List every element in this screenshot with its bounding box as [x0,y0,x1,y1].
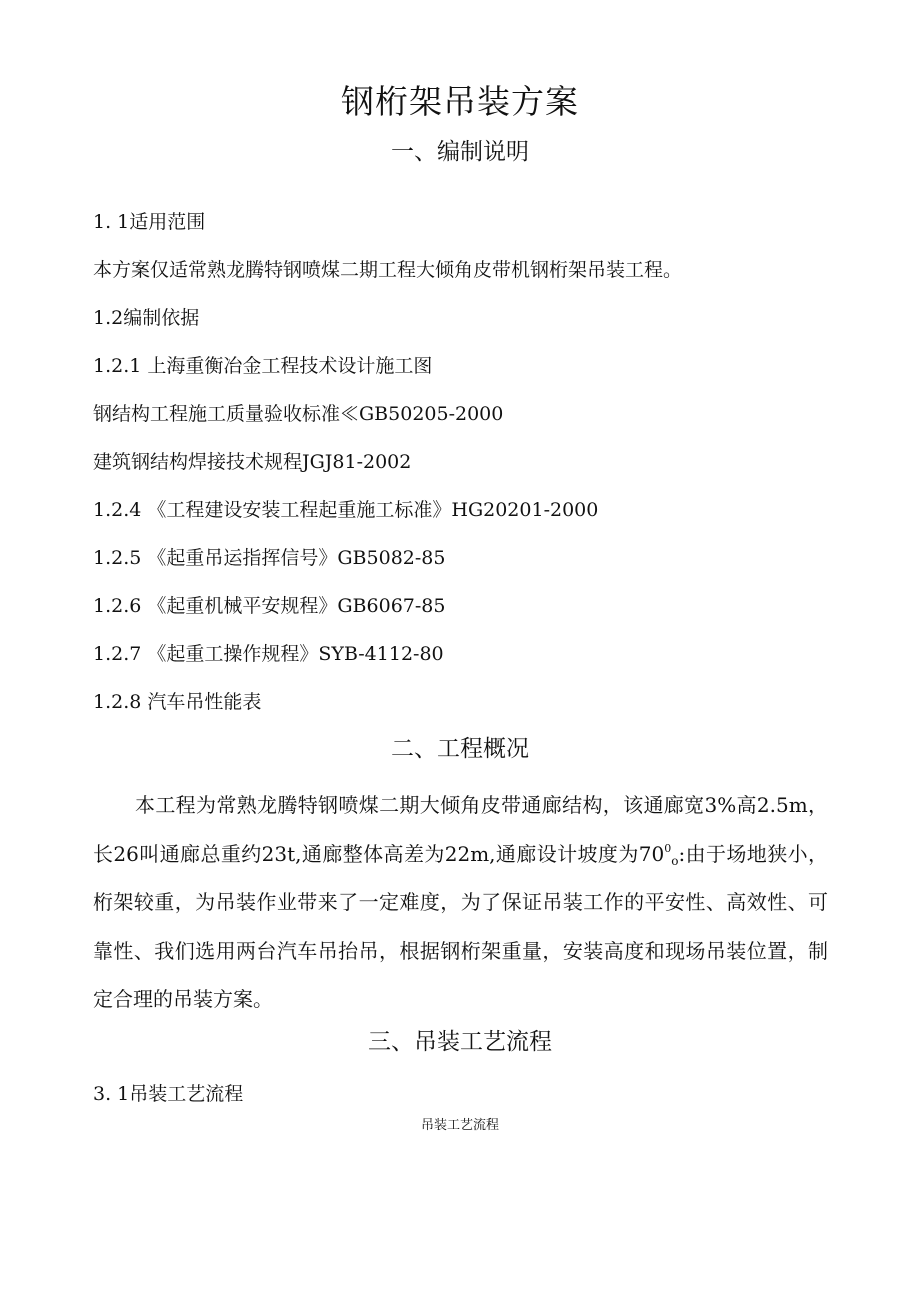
paragraph-text-part1: 本工程为常熟龙腾特钢喷煤二期大倾角皮带通廊结构，该通廊宽3%高2.5m，长26叫通廊总重约23t,通廊整体高差为22m,通廊设计坡度为70 [93,793,828,866]
basis-item: 1.2.8 汽车吊性能表 [93,691,262,713]
basis-item: 1.2.7 《起重工操作规程》SYB-4112-80 [93,643,444,665]
project-overview-paragraph [93,781,828,1024]
basis-heading: 1.2编制依据 [93,307,200,329]
basis-item: 1.2.5 《起重吊运指挥信号》GB5082-85 [93,547,446,569]
process-caption: 吊装工艺流程 [420,1118,499,1133]
section-heading-2: 二、工程概况 [391,736,529,762]
scope-heading: 1. 1适用范围 [93,211,206,233]
section-heading-3: 三、吊装工艺流程 [368,1029,552,1055]
process-subheading: 3. 1吊装工艺流程 [93,1083,244,1105]
paragraph-text-part2: :由于场地狭小，桁架较重，为吊装作业带来了一定难度，为了保证吊装工作的平安性、高效性、可靠性、我们选用两台汽车吊抬吊，根据钢桁架重量，安装高度和现场吊装位置，制定合理的吊装方案。 [93,841,828,1011]
basis-item: 1.2.6 《起重机械平安规程》GB6067-85 [93,595,446,617]
basis-item: 钢结构工程施工质量验收标准≪GB50205-2000 [93,403,504,425]
scope-text: 本方案仅适常熟龙腾特钢喷煤二期工程大倾角皮带机钢桁架吊装工程。 [93,259,683,281]
basis-item: 1.2.4 《工程建设安装工程起重施工标准》HG20201-2000 [93,499,599,521]
basis-item: 1.2.1 上海重衡冶金工程技术设计施工图 [93,355,433,377]
section-heading-1: 一、编制说明 [391,139,529,165]
document-title: 钢桁架吊装方案 [341,82,579,121]
paragraph-superscript: 0 [664,841,672,855]
basis-item: 建筑钢结构焊接技术规程JGJ81-2002 [93,451,412,473]
paragraph-subscript: o [671,853,679,868]
